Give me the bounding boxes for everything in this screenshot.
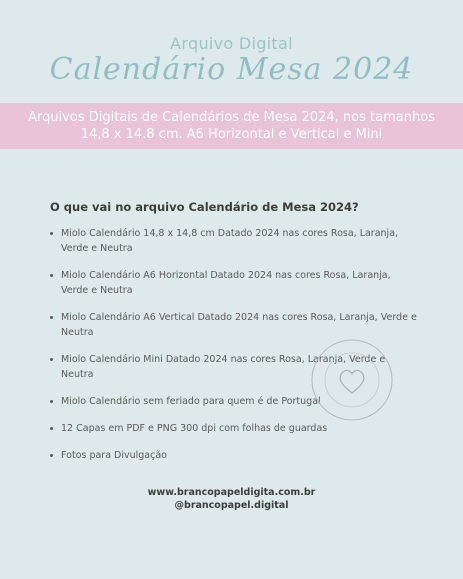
header-supertitle: Arquivo Digital [170,34,293,53]
list-item: Fotos para Divulgação [50,448,420,463]
list-item: Miolo Calendário Mini Datado 2024 nas cores Rosa, Laranja, Verde e Neutra [50,352,420,382]
banner-text: Arquivos Digitais de Calendários de Mesa 2024, nos tamanhos 14,8 x 14.8 cm. A6 Horizontal e Vertical e Mini [28,110,435,142]
list-item: Miolo Calendário 14,8 x 14,8 cm Datado 2024 nas cores Rosa, Laranja, Verde e Neutra [50,226,420,256]
list-item: Miolo Calendário A6 Horizontal Datado 2024 nas cores Rosa, Laranja, Verde e Neutra [50,268,420,298]
page-title: Calendário Mesa 2024 [49,52,414,87]
section-heading: O que vai no arquivo Calendário de Mesa 2024? [50,200,359,214]
content-section [50,200,420,463]
footer [0,486,463,512]
list-item: Miolo Calendário A6 Vertical Datado 2024 nas cores Rosa, Laranja, Verde e Neutra [50,310,420,340]
description-banner [0,103,463,149]
list-item: Miolo Calendário sem feriado para quem é de Portugal [50,394,420,409]
social-handle[interactable]: @brancopapel.digital [174,500,289,511]
watermark-stamp [310,338,394,422]
website-link[interactable]: www.brancopapeldigita.com.br [147,487,316,498]
heart-icon [340,370,364,393]
list-item: 12 Capas em PDF e PNG 300 dpi com folhas de guardas [50,421,420,436]
